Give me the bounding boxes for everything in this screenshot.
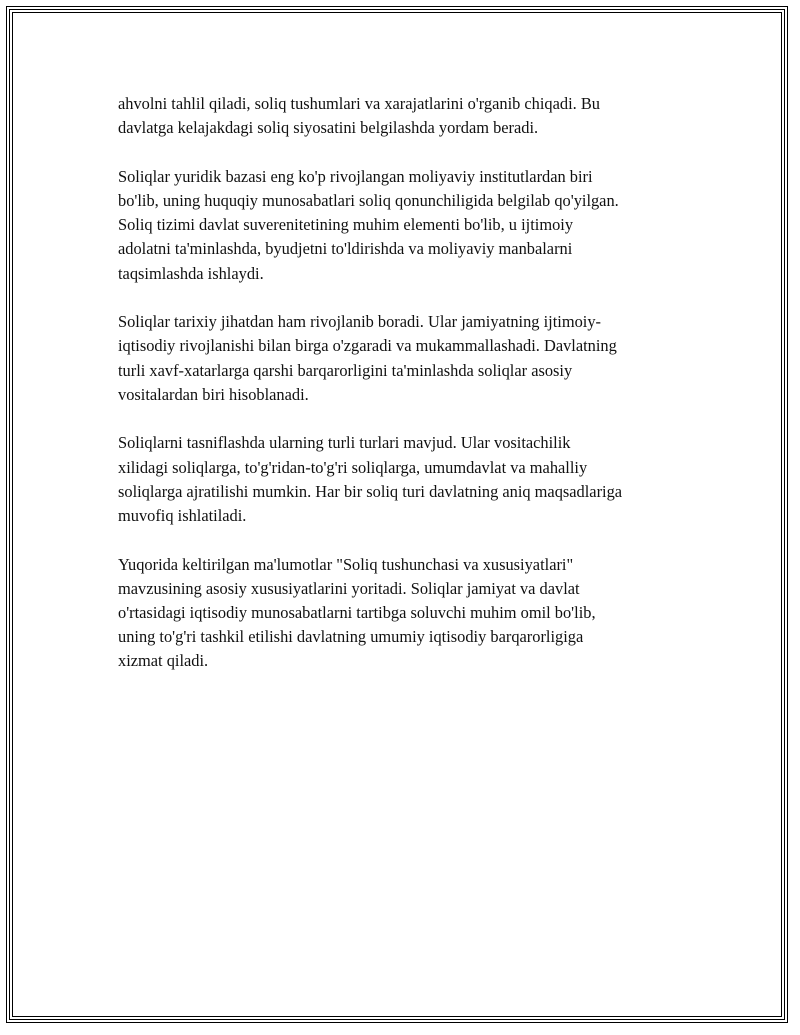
text-line: mavzusining asosiy xususiyatlarini yoritadi. Soliqlar jamiyat va davlat xyxy=(118,578,580,598)
paragraph-3 xyxy=(118,310,693,407)
text-line: soliqlarga ajratilishi mumkin. Har bir soliq turi davlatning aniq maqsadlariga xyxy=(118,481,623,501)
text-line: adolatni ta'minlashda, byudjetni to'ldirishda va moliyaviy manbalarni xyxy=(118,239,573,259)
text-line: Soliqlarni tasniflashda ularning turli turlari mavjud. Ular vositachilik xyxy=(118,433,571,453)
text-line: muvofiq ishlatiladi. xyxy=(118,506,247,526)
paragraph-2 xyxy=(118,165,693,286)
text-line: Soliqlar yuridik bazasi eng ko'p rivojlangan moliyaviy institutlardan biri xyxy=(118,166,593,186)
text-line: Yuqorida keltirilgan ma'lumotlar "Soliq tushunchasi va xususiyatlari" xyxy=(118,554,574,574)
text-line: uning to'g'ri tashkil etilishi davlatning umumiy iqtisodiy barqarorligiga xyxy=(118,627,584,647)
text-line: o'rtasidagi iqtisodiy munosabatlarni tartibga soluvchi muhim omil bo'lib, xyxy=(118,603,596,623)
text-line: xilidagi soliqlarga, to'g'ridan-to'g'ri soliqlarga, umumdavlat va mahalliy xyxy=(118,457,588,477)
text-line: turli xavf-xatarlarga qarshi barqarorligini ta'minlashda soliqlar asosiy xyxy=(118,360,573,380)
text-line: vositalardan biri hisoblanadi. xyxy=(118,384,309,404)
text-line: iqtisodiy rivojlanishi bilan birga o'zgaradi va mukammallashadi. Davlatning xyxy=(118,336,617,356)
document-body xyxy=(118,92,693,698)
text-line: ahvolni tahlil qiladi, soliq tushumlari va xarajatlarini o'rganib chiqadi. Bu xyxy=(118,94,600,113)
paragraph-4 xyxy=(118,431,693,528)
text-line: Soliq tizimi davlat suverenitetining muhim elementi bo'lib, u ijtimoiy xyxy=(118,215,574,235)
text-line: bo'lib, uning huquqiy munosabatlari soliq qonunchiligida belgilab qo'yilgan. xyxy=(118,191,619,210)
text-line: Soliqlar tarixiy jihatdan ham rivojlanib boradi. Ular jamiyatning ijtimoiy- xyxy=(118,312,601,332)
text-line: taqsimlashda ishlaydi. xyxy=(118,263,264,283)
text-line: xizmat qiladi. xyxy=(118,651,209,671)
paragraph-1 xyxy=(118,92,693,140)
paragraph-5 xyxy=(118,553,693,674)
text-line: davlatga kelajakdagi soliq siyosatini belgilashda yordam beradi. xyxy=(118,118,539,138)
